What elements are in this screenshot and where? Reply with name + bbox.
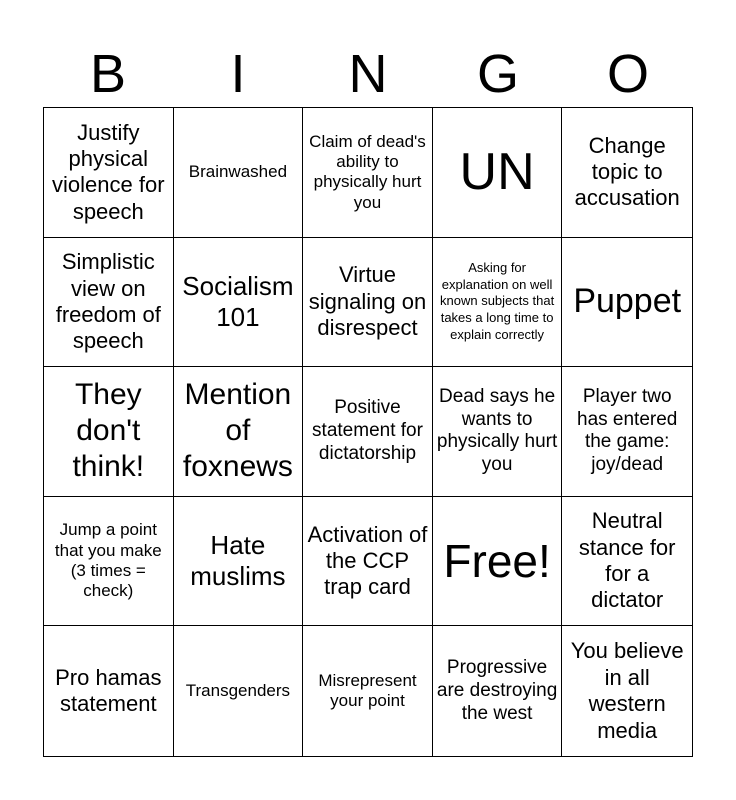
cell-text: Puppet <box>573 282 682 321</box>
bingo-cell[interactable] <box>174 497 304 627</box>
cell-text: Socialism 101 <box>182 270 294 332</box>
cell-text: Neutral stance for for a dictator <box>578 508 676 613</box>
bingo-cell[interactable] <box>433 497 563 627</box>
bingo-cell[interactable] <box>174 108 304 238</box>
cell-text: Claim of dead's ability to physically hurt you <box>309 131 426 212</box>
cell-text: Progressive are destroying the west <box>436 657 558 724</box>
bingo-cell[interactable] <box>174 367 304 497</box>
header-letter-b: B <box>89 44 127 104</box>
header-letter-g: G <box>476 44 519 104</box>
cell-text: Transgenders <box>185 681 291 700</box>
header-letter-n: N <box>348 44 388 104</box>
cell-text: Jump a point that you make (3 times = check) <box>54 520 162 601</box>
bingo-cell[interactable] <box>433 367 563 497</box>
bingo-cell[interactable] <box>44 108 174 238</box>
cell-text: They don't think! <box>72 378 145 484</box>
bingo-cell[interactable] <box>44 626 174 756</box>
bingo-cell[interactable] <box>562 238 692 368</box>
cell-text: Activation of the CCP trap card <box>307 521 428 600</box>
bingo-cell[interactable] <box>562 108 692 238</box>
cell-text: Simplistic view on freedom of speech <box>55 249 161 354</box>
cell-text: Brainwashed <box>188 162 288 182</box>
bingo-cell[interactable] <box>562 367 692 497</box>
bingo-cell[interactable] <box>44 238 174 368</box>
bingo-cell[interactable] <box>562 497 692 627</box>
bingo-cell[interactable] <box>303 238 433 368</box>
bingo-cell[interactable] <box>303 497 433 627</box>
cell-text: Misrepresent your point <box>318 670 417 711</box>
cell-text: Hate muslims <box>190 529 286 592</box>
bingo-cell[interactable] <box>44 367 174 497</box>
bingo-cell[interactable] <box>44 497 174 627</box>
cell-text: Free! <box>443 534 551 587</box>
bingo-cell[interactable] <box>562 626 692 756</box>
cell-text: Dead says he wants to physically hurt you <box>436 385 558 476</box>
bingo-cell[interactable] <box>303 108 433 238</box>
cell-text: Positive statement for dictatorship <box>312 397 423 464</box>
cell-text: Justify physical violence for speech <box>52 119 165 224</box>
bingo-cell[interactable] <box>174 238 304 368</box>
cell-text: Virtue signaling on disrespect <box>308 262 427 341</box>
cell-text: Mention of foxnews <box>182 378 293 484</box>
bingo-cell[interactable] <box>174 626 304 756</box>
bingo-cell[interactable] <box>303 367 433 497</box>
cell-text: Player two has entered the game: joy/dead <box>577 385 678 476</box>
cell-text: Asking for explanation on well known subjects that takes a long time to explain correctly <box>440 259 555 343</box>
header-letter-i: I <box>230 44 246 104</box>
cell-text: Pro hamas statement <box>55 664 162 717</box>
header-letter-o: O <box>606 44 649 104</box>
bingo-cell[interactable] <box>303 626 433 756</box>
cell-text: Change topic to accusation <box>574 132 680 211</box>
bingo-header <box>43 40 693 108</box>
bingo-board <box>43 107 693 757</box>
cell-text: You believe in all western media <box>570 638 684 743</box>
bingo-cell[interactable] <box>433 108 563 238</box>
bingo-cell[interactable] <box>433 238 563 368</box>
cell-text: UN <box>459 143 535 202</box>
bingo-cell[interactable] <box>433 626 563 756</box>
